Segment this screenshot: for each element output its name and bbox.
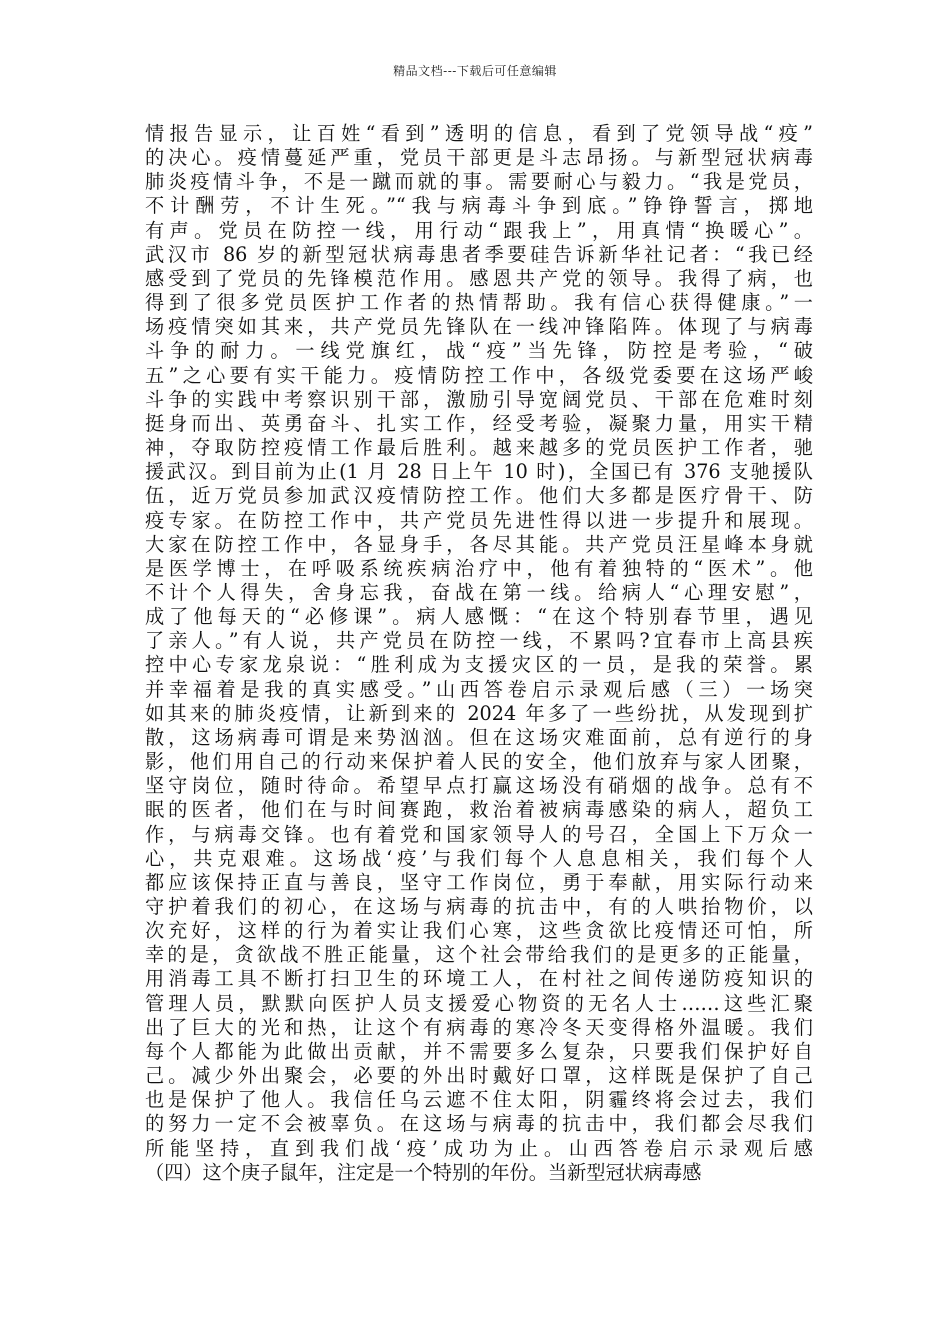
text-line: 武汉市 86 岁的新型冠状病毒患者季要硅告诉新华社记者：“我已经 <box>145 242 813 266</box>
text-line: 眠的医者，他们在与时间赛跑，救治着被病毒感染的病人，超负工 <box>145 798 813 822</box>
text-line: 散，这场病毒可谓是来势汹汹。但在这场灾难面前，总有逆行的身 <box>145 725 813 749</box>
text-line: 坚守岗位，随时待命。希望早点打赢这场没有硝烟的战争。总有不 <box>145 774 813 798</box>
text-line: 如其来的肺炎疫情，让新到来的 2024 年多了一些纷扰，从发现到扩 <box>145 701 813 725</box>
text-line: 疫专家。在防控工作中，共产党员先进性得以进一步提升和展现。 <box>145 508 813 532</box>
text-line: 作，与病毒交锋。也有着党和国家领导人的号召，全国上下万众一 <box>145 822 813 846</box>
text-line: 挺身而出、英勇奋斗、扎实工作，经受考验，凝聚力量，用实干精 <box>145 411 813 435</box>
text-line: 控中心专家龙泉说：“胜利成为支援灾区的一员，是我的荣誉。累 <box>145 653 813 677</box>
text-line: 也是保护了他人。我信任乌云遮不住太阳，阴霾终将会过去，我们 <box>145 1088 813 1112</box>
text-line: 并幸福着是我的真实感受。”山西答卷启示录观后感（三）一场突 <box>145 677 813 701</box>
text-line: 都应该保持正直与善良，坚守工作岗位，勇于奉献，用实际行动来 <box>145 870 813 894</box>
text-line: 成了他每天的“必修课”。病人感慨：“在这个特别春节里，遇见 <box>145 605 813 629</box>
text-line: 所能坚持，直到我们战‘疫’成功为止。山西答卷启示录观后感 <box>145 1136 813 1160</box>
text-line: 己。减少外出聚会，必要的外出时戴好口罩，这样既是保护了自己 <box>145 1064 813 1088</box>
text-line: 了亲人。”有人说，共产党员在防控一线，不累吗?宜春市上高县疾 <box>145 629 813 653</box>
text-line: 出了巨大的光和热，让这个有病毒的寒冷冬天变得格外温暖。我们 <box>145 1015 813 1039</box>
document-body <box>145 122 813 1185</box>
text-line: 不计酬劳，不计生死。”“我与病毒斗争到底。”铮铮誓言，掷地 <box>145 194 813 218</box>
text-line: 肺炎疫情斗争，不是一蹴而就的事。需要耐心与毅力。“我是党员， <box>145 170 813 194</box>
text-line: 神，夺取防控疫情工作最后胜利。越来越多的党员医护工作者，驰 <box>145 436 813 460</box>
text-line: 每个人都能为此做出贡献，并不需要多么复杂，只要我们保护好自 <box>145 1039 813 1063</box>
text-line: 的努力一定不会被辜负。在这场与病毒的抗击中，我们都会尽我们 <box>145 1112 813 1136</box>
text-line: 用消毒工具不断打扫卫生的环境工人，在村社之间传递防疫知识的 <box>145 967 813 991</box>
text-line: 斗争的实践中考察识别干部，激励引导宽阔党员、干部在危难时刻 <box>145 387 813 411</box>
text-line: 场疫情突如其来，共产党员先锋队在一线冲锋陷阵。体现了与病毒 <box>145 315 813 339</box>
text-line: 影，他们用自己的行动来保护着人民的安全，他们放弃与家人团聚， <box>145 750 813 774</box>
text-line: 守护着我们的初心，在这场与病毒的抗击中，有的人哄抬物价，以 <box>145 895 813 918</box>
text-line: 感受到了党员的先锋模范作用。感恩共产党的领导。我得了病，也 <box>145 266 813 290</box>
text-line: 不计个人得失，舍身忘我，奋战在第一线。给病人“心理安慰”， <box>145 580 813 604</box>
text-line: 次充好，这样的行为着实让我们心寒，这些贪欲比疫情还可怕，所 <box>145 919 813 943</box>
text-line: 是医学博士，在呼吸系统疾病治疗中，他有着独特的“医术”。他 <box>145 556 813 580</box>
text-line: 斗争的耐力。一线党旗红，战“疫”当先锋，防控是考验，“破 <box>145 339 813 363</box>
text-line: 援武汉。到目前为止(1 月 28 日上午 10 时)，全国已有 376 支驰援队 <box>145 460 813 484</box>
text-line: 有声。党员在防控一线，用行动“跟我上”，用真情“换暖心”。 <box>145 218 813 242</box>
page-header: 精品文档---下载后可任意编辑 <box>393 64 557 78</box>
text-line: 得到了很多党员医护工作者的热情帮助。我有信心获得健康。”一 <box>145 291 813 315</box>
text-line: 心，共克艰难。这场战‘疫’与我们每个人息息相关，我们每个人 <box>145 846 813 870</box>
text-line: 的决心。疫情蔓延严重，党员干部更是斗志昂扬。与新型冠状病毒 <box>145 146 813 170</box>
text-line: 情报告显示，让百姓“看到”透明的信息，看到了党领导战“疫” <box>145 122 813 145</box>
text-line: 大家在防控工作中，各显身手，各尽其能。共产党员汪星峰本身就 <box>145 532 813 556</box>
text-line: 五”之心要有实干能力。疫情防控工作中，各级党委要在这场严峻 <box>145 363 813 387</box>
text-line: 管理人员，默默向医护人员支援爱心物资的无名人士……这些汇聚 <box>145 991 813 1015</box>
text-line: （四）这个庚子鼠年，注定是一个特别的年份。当新型冠状病毒感 <box>145 1160 702 1184</box>
text-line: 伍，近万党员参加武汉疫情防控工作。他们大多都是医疗骨干、防 <box>145 484 813 508</box>
text-line: 幸的是，贪欲战不胜正能量，这个社会带给我们的是更多的正能量， <box>145 943 813 967</box>
